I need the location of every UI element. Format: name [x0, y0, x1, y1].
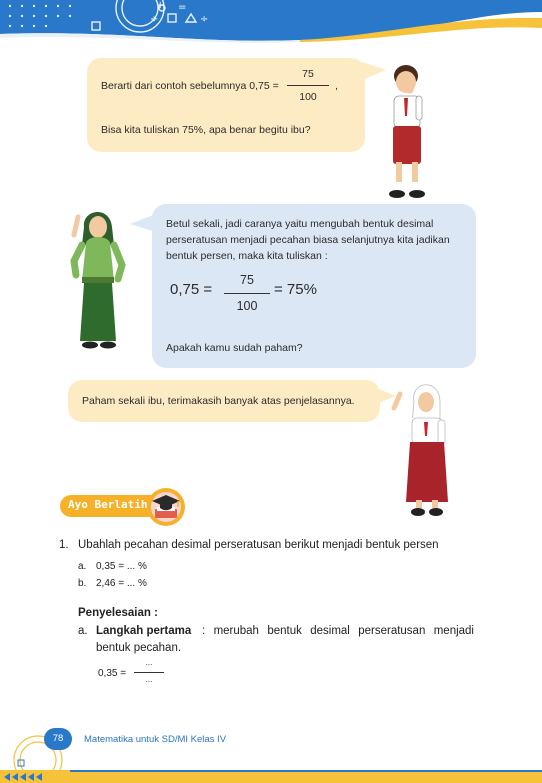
item-a-letter: a.	[78, 561, 87, 572]
page-number: 78	[44, 728, 72, 750]
solution-fraction	[134, 658, 164, 685]
page-header-decoration	[0, 0, 542, 48]
bubble2-question: Apakah kamu sudah paham?	[166, 342, 303, 354]
bubble2-numerator: 75	[240, 273, 254, 287]
bubble1-denominator: 100	[299, 91, 317, 103]
bubble2-equation-rhs: = 75%	[274, 281, 317, 298]
fraction-bar	[134, 672, 164, 673]
bubble2-line1: Betul sekali, jadi caranya yaitu mengubah bentuk desimal	[166, 218, 434, 230]
question-text: Ubahlah pecahan desimal perseratusan berikut menjadi bentuk persen	[78, 539, 439, 551]
item-b-text: 2,46 = ... %	[96, 578, 147, 589]
item-a-text: 0,35 = ... %	[96, 561, 147, 572]
bubble1-line2: Bisa kita tuliskan 75%, apa benar begitu ibu?	[101, 124, 311, 136]
bubble2-equation-lhs: 0,75 =	[170, 281, 213, 298]
bubble2-denominator: 100	[236, 299, 258, 313]
step-description: : merubah bentuk desimal perseratusan menjadi	[202, 625, 474, 637]
graduation-cap-icon	[146, 487, 188, 527]
fraction-bar	[224, 293, 270, 294]
footer-book-title: Matematika untuk SD/MI Kelas IV	[84, 734, 227, 745]
svg-text:+: +	[156, 0, 165, 11]
step-description-cont: bentuk pecahan.	[96, 642, 182, 654]
svg-text:÷: ÷	[200, 14, 209, 25]
ayo-berlatih-text: Ayo Berlatih	[68, 498, 148, 511]
teacher-illustration	[66, 205, 136, 353]
ayo-berlatih-label	[60, 487, 188, 525]
boy-student-illustration	[382, 62, 432, 202]
bubble2-line3: bentuk persen, maka kita tuliskan :	[166, 250, 328, 262]
step-title: Langkah pertama	[96, 625, 192, 637]
solution-title: Penyelesaian :	[78, 607, 158, 619]
item-b-letter: b.	[78, 578, 87, 589]
question-number: 1.	[59, 539, 69, 551]
girl-student-illustration	[388, 378, 454, 520]
speech-bubble-girl	[68, 380, 380, 422]
svg-text:=: =	[178, 2, 187, 13]
bubble1-prefix: Berarti dari contoh sebelumnya	[101, 80, 247, 92]
bubble2-line2: perseratusan menjadi pecahan biasa selanjutnya kita jadikan	[166, 234, 450, 246]
solution-equation-lhs: 0,35 =	[98, 668, 127, 679]
bubble1-numerator: 75	[302, 68, 314, 80]
svg-text:÷: ÷	[150, 14, 159, 25]
solution-denominator: ...	[145, 675, 153, 684]
bubble2-paragraph	[166, 216, 466, 264]
speech-bubble-boy	[87, 58, 365, 152]
bubble1-decimal: 0,75 =	[249, 80, 279, 92]
step-letter: a.	[78, 625, 88, 637]
bubble1-comma: ,	[335, 80, 338, 92]
bubble2-fraction	[224, 272, 270, 314]
bubble3-text: Paham sekali ibu, terimakasih banyak atas penjelasannya.	[82, 395, 355, 407]
solution-numerator: ...	[145, 658, 153, 667]
footer-decoration	[0, 722, 542, 783]
speech-bubble-teacher	[152, 204, 476, 368]
fraction-bar	[287, 85, 329, 86]
bubble1-fraction	[287, 66, 329, 105]
bubble1-line1	[101, 78, 279, 94]
